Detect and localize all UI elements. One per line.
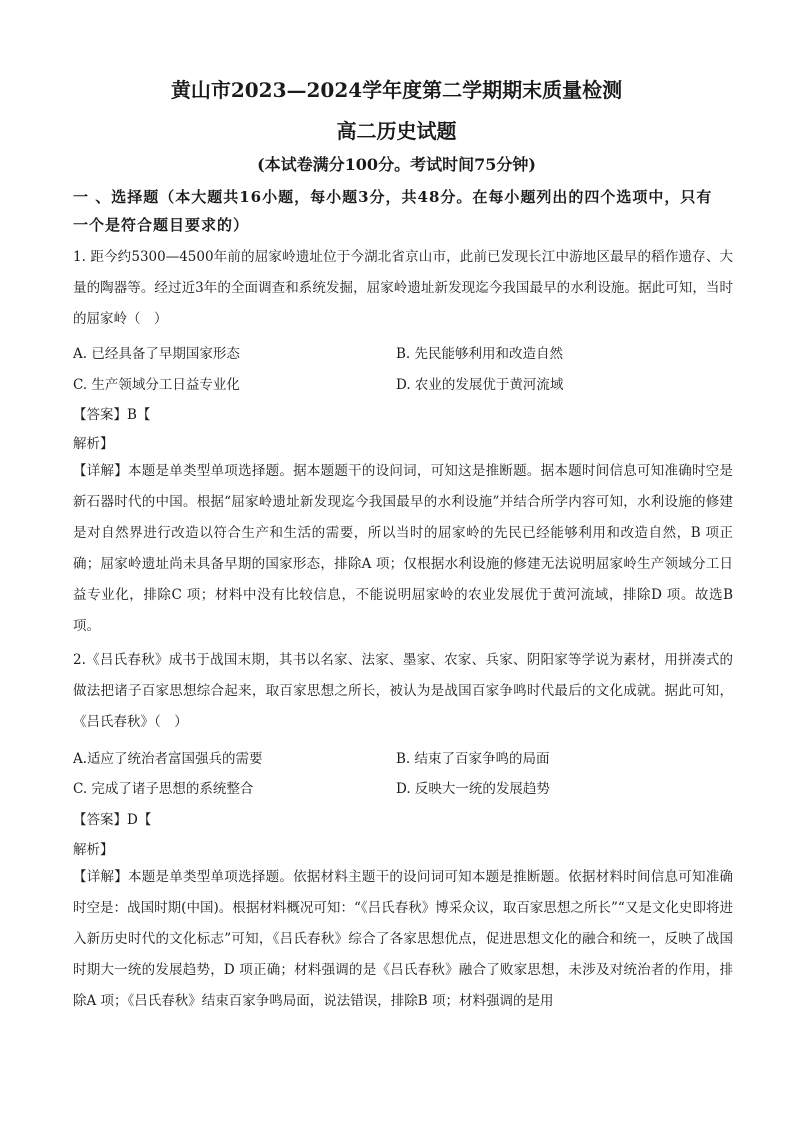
section-heading-line2: 一个是符合题目要求的） — [73, 216, 250, 234]
q2-option-c: C. 完成了诸子思想的系统整合 — [73, 781, 254, 797]
q2-stem: 2.《吕氏春秋》成书于战国末期，其书以名家、法家、墨家、农家、兵家、阴阳家等学说为素材，用拼凑式的做法把诸子百家思想综合起来，取百家思想之所长，被认为是战国百家争鸣时代最后的文化成就。据此可知，《吕氏春秋》（ ） — [73, 652, 733, 730]
q2-option-d: D. 反映大一统的发展趋势 — [396, 781, 550, 797]
q2-option-a: A.适应了统治者富国强兵的需要 — [73, 751, 263, 767]
q2-answer: 【答案】D【 — [73, 812, 152, 828]
q1-option-b: B. 先民能够利用和改造自然 — [396, 346, 564, 362]
q2-detail: 【详解】本题是单类型单项选择题。依据材料主题干的设问词可知本题是推断题。依据材料时间信息可知准确时空是：战国时期(中国)。根据材料概况可知：“《吕氏春秋》博采众议，取百家思想之所长”“又是文化史即将进入新历史时代的文化标志”可知，《吕氏春秋》综合了各家思想优点，促进思想文化的融合和统一，反映了战国时期大一统的发展趋势，D 项正确；材料强调的是《吕氏春秋》融合了败家思想，未涉及对统治者的作用，排除A 项；《吕氏春秋》结束百家争鸣局面，说法错误，排除B 项；材料强调的是用 — [73, 869, 733, 1009]
q1-detail: 【详解】本题是单类型单项选择题。据本题题干的设问词，可知这是推断题。据本题时间信息可知准确时空是新石器时代的中国。根据“屈家岭遗址新发现迄今我国最早的水利设施”并结合所学内容可知，水利设施的修建是对自然界进行改造以符合生产和生活的需要，所以当时的屈家岭的先民已经能够利用和改造自然，B 项正确；屈家岭遗址尚未具备早期的国家形态，排除A 项；仅根据水利设施的修建无法说明屈家岭生产领域分工日益专业化，排除C 项；材料中没有比较信息，不能说明屈家岭的农业发展优于黄河流域，排除D 项。故选B 项。 — [73, 463, 733, 634]
q1-analysis-label: 解析】 — [73, 436, 114, 452]
q1-option-c: C. 生产领域分工日益专业化 — [73, 377, 240, 393]
q2-option-b: B. 结束了百家争鸣的局面 — [396, 751, 550, 767]
exam-subtitle: 高二历史试题 — [336, 119, 457, 143]
q1-option-a: A. 已经具备了早期国家形态 — [73, 346, 240, 362]
q1-answer: 【答案】B【 — [73, 407, 151, 423]
exam-title: 黄山市2023—2024学年度第二学期期末质量检测 — [170, 78, 623, 102]
q1-option-d: D. 农业的发展优于黄河流域 — [396, 377, 564, 393]
exam-note: (本试卷满分100分。考试时间75分钟) — [257, 155, 536, 174]
q1-stem: 1. 距今约5300—4500年前的屈家岭遗址位于今湖北省京山市，此前已发现长江中游地区最早的稻作遗存、大量的陶器等。经过近3年的全面调查和系统发掘，屈家岭遗址新发现迄今我国最早的水利设施。据此可知，当时的屈家岭（ ） — [73, 249, 733, 327]
q2-analysis-label: 解析】 — [73, 842, 114, 858]
section-heading-line1: 一 、选择题（本大题共16小题，每小题3分，共48分。在每小题列出的四个选项中，只有 — [73, 188, 713, 206]
